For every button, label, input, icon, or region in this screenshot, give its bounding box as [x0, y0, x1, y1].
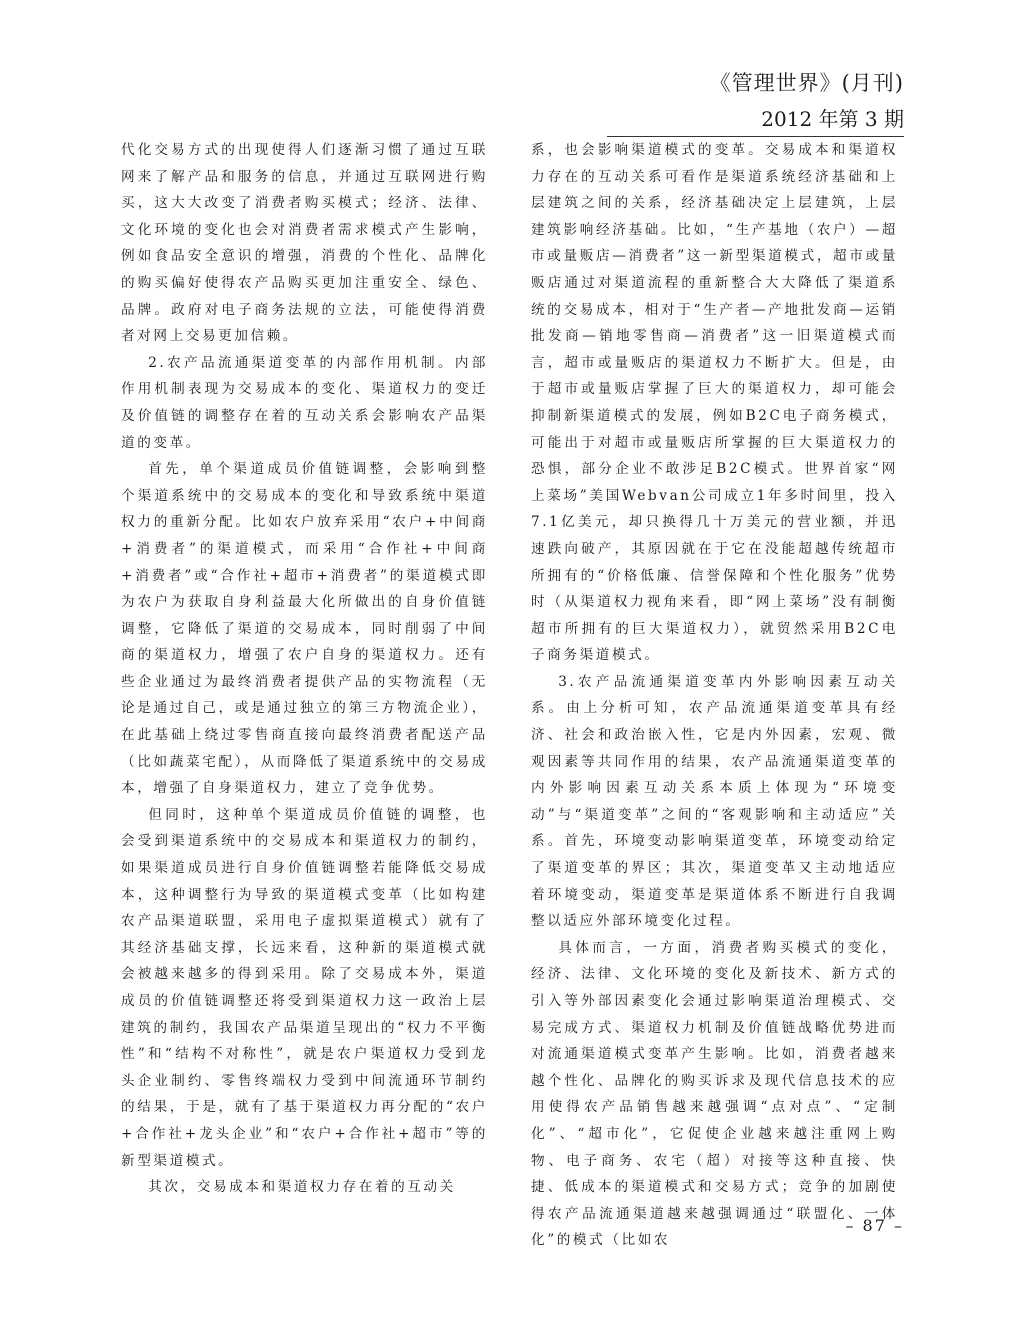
paragraph: 具体而言，一方面，消费者购买模式的变化，经济、法律、文化环境的变化及新技术、新方式的引入等外部因素变化会通过影响渠道治理模式、交易完成方式、渠道权力机制及价值链战略优势进而对流通渠道模式变革产生影响。比如，消费者越来越个性化、品牌化的购买诉求及现代信息技术的应用使得农产品销售越来越强调“点对点”、“定制化”、“超市化”，它促使企业越来越注重网上购物、电子商务、农宅（超）对接等这种直接、快捷、低成本的渠道模式和交易方式；竞争的加剧使得农产品流通渠道越来越强调通过“联盟化、一体化”的模式（比如农 [531, 939, 898, 1249]
paragraph: 3.农产品流通渠道变革内外影响因素互动关系。由上分析可知，农产品流通渠道变革具有经济、社会和政治嵌入性，它是内外因素，宏观、微观因素等共同作用的结果，农产品流通渠道变革的内外影响因素互动关系本质上体现为“环境变动”与“渠道变革”之间的“客观影响和主动适应”关系。首先，环境变动影响渠道变革，环境变动给定了渠道变革的界区；其次，渠道变革又主动地适应着环境变动，渠道变革是渠道体系不断进行自我调整以适应外部环境变化过程。 [531, 673, 898, 930]
running-header [710, 68, 904, 134]
paragraph: 首先，单个渠道成员价值链调整，会影响到整个渠道系统中的交易成本的变化和导致系统中渠道权力的重新分配。比如农户放弃采用“农户+中间商+消费者”的渠道模式，而采用“合作社+中间商+消费者”或“合作社+超市+消费者”的渠道模式即为农户为获取自身利益最大化所做出的自身价值链调整，它降低了渠道的交易成本，同时削弱了中间商的渠道权力，增强了农户自身的渠道权力。还有些企业通过为最终消费者提供产品的实物流程（无论是通过自己，或是通过独立的第三方物流企业），在此基础上绕过零售商直接向最终消费者配送产品（比如蔬菜宅配），从而降低了渠道系统中的交易成本，增强了自身渠道权力，建立了竞争优势。 [121, 461, 488, 797]
paragraph: 系，也会影响渠道模式的变革。交易成本和渠道权力存在的互动关系可看作是渠道系统经济基础和上层建筑之间的关系，经济基础决定上层建筑，上层建筑影响经济基础。比如，“生产基地（农户）—超市或量贩店—消费者”这一新型渠道模式，超市或量贩店通过对渠道流程的重新整合大大降低了渠道系统的交易成本，相对于“生产者—产地批发商—运销批发商—销地零售商—消费者”这一旧渠道模式而言，超市或量贩店的渠道权力不断扩大。但是，由于超市或量贩店掌握了巨大的渠道权力，却可能会抑制新渠道模式的发展，例如B2C电子商务模式，可能出于对超市或量贩店所掌握的巨大渠道权力的恐惧，部分企业不敢涉足B2C模式。世界首家“网上菜场”美国Webvan公司成立1年多时间里，投入7.1亿美元，却只换得几十万美元的营业额，并迅速跌向破产，其原因就在于它在没能超越传统超市所拥有的“价格低廉、信誉保障和个性化服务”优势时（从渠道权力视角来看，即“网上菜场”没有制衡超市所拥有的巨大渠道权力），就贸然采用B2C电子商务渠道模式。 [531, 142, 898, 664]
paragraph: 2.农产品流通渠道变革的内部作用机制。内部作用机制表现为交易成本的变化、渠道权力的变迁及价值链的调整存在着的互动关系会影响农产品渠道的变革。 [121, 354, 488, 451]
issue-number: 2012 年第 3 期 [761, 107, 904, 131]
paragraph: 其次，交易成本和渠道权力存在着的互动关 [148, 1179, 456, 1196]
left-column [121, 137, 488, 1201]
right-column [531, 137, 898, 1254]
paragraph: 但同时，这种单个渠道成员价值链的调整，也会受到渠道系统中的交易成本和渠道权力的制约，如果渠道成员进行自身价值链调整若能降低交易成本，这种调整行为导致的渠道模式变革（比如构建农产品渠道联盟，采用电子虚拟渠道模式）就有了其经济基础支撑，长远来看，这种新的渠道模式就会被越来越多的得到采用。除了交易成本外，渠道成员的价值链调整还将受到渠道权力这一政治上层建筑的制约，我国农产品渠道呈现出的“权力不平衡性”和“结构不对称性”，就是农户渠道权力受到龙头企业制约、零售终端权力受到中间流通环节制约的结果，于是，就有了基于渠道权力再分配的“农户+合作社+龙头企业”和“农户+合作社+超市”等的新型渠道模式。 [121, 806, 488, 1169]
page-number: – 87 – [845, 1216, 904, 1235]
journal-title: 《管理世界》(月刊) [709, 71, 904, 95]
paragraph: 代化交易方式的出现使得人们逐渐习惯了通过互联网来了解产品和服务的信息，并通过互联网进行购买，这大大改变了消费者购买模式；经济、法律、文化环境的变化也会对消费者需求模式产生影响，例如食品安全意识的增强，消费的个性化、品牌化的购买偏好使得农产品购买更加注重安全、绿色、品牌。政府对电子商务法规的立法，可能使得消费者对网上交易更加信赖。 [121, 142, 488, 345]
